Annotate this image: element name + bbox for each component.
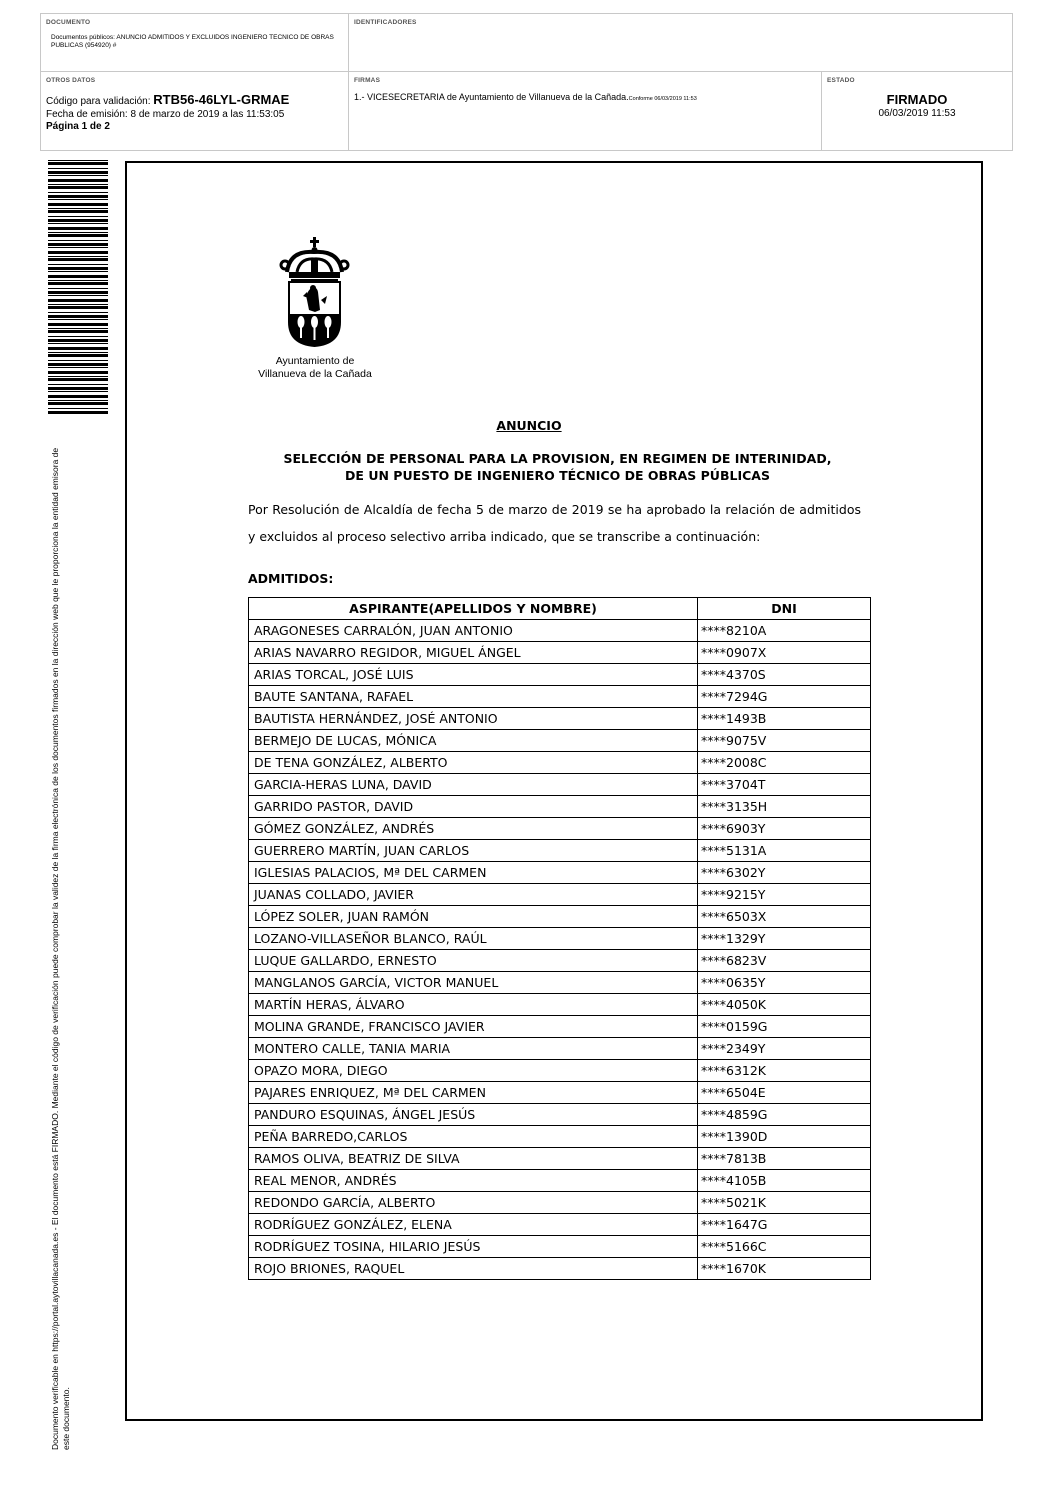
barcode-image (48, 160, 108, 415)
candidate-name: BAUTISTA HERNÁNDEZ, JOSÉ ANTONIO (249, 708, 698, 730)
table-row (249, 1082, 871, 1104)
validation-code-line (46, 94, 289, 109)
candidate-dni: ****8210A (698, 620, 871, 642)
barcode-bar (48, 264, 108, 265)
barcode-bar (48, 291, 108, 294)
candidate-name: RAMOS OLIVA, BEATRIZ DE SILVA (249, 1148, 698, 1170)
candidate-name: GARRIDO PASTOR, DAVID (249, 796, 698, 818)
candidate-name: GUERRERO MARTÍN, JUAN CARLOS (249, 840, 698, 862)
barcode-bar (48, 280, 108, 281)
candidate-dni: ****9215Y (698, 884, 871, 906)
candidate-name: MARTÍN HERAS, ÁLVARO (249, 994, 698, 1016)
column-header-aspirante: ASPIRANTE(APELLIDOS Y NOMBRE) (249, 598, 698, 620)
barcode-bar (48, 411, 108, 414)
candidate-dni: ****0907X (698, 642, 871, 664)
barcode-bar (48, 210, 108, 213)
table-row (249, 1214, 871, 1236)
candidate-dni: ****5021K (698, 1192, 871, 1214)
table-row (249, 686, 871, 708)
admitidos-heading: ADMITIDOS: (248, 571, 334, 586)
candidate-name: MONTERO CALLE, TANIA MARIA (249, 1038, 698, 1060)
candidate-dni: ****7294G (698, 686, 871, 708)
barcode-bar (48, 219, 108, 222)
barcode-bar (48, 186, 108, 189)
otros-datos-label: OTROS DATOS (46, 77, 96, 84)
candidate-name: PEÑA BARREDO,CARLOS (249, 1126, 698, 1148)
candidate-dni: ****6903Y (698, 818, 871, 840)
issue-date: Fecha de emisión: 8 de marzo de 2019 a las 11:53:05 (46, 108, 285, 120)
firmas-cell (349, 72, 822, 150)
table-row (249, 928, 871, 950)
candidate-name: ROJO BRIONES, RAQUEL (249, 1258, 698, 1280)
identificadores-cell (349, 14, 1012, 72)
page-count: Página 1 de 2 (46, 121, 110, 132)
barcode-bar (48, 304, 108, 305)
barcode-bar (48, 343, 108, 344)
barcode-bar (48, 391, 108, 392)
barcode-bar (48, 288, 108, 289)
announcement-title: ANUNCIO (496, 418, 562, 433)
candidate-dni: ****6312K (698, 1060, 871, 1082)
candidate-dni: ****6504E (698, 1082, 871, 1104)
candidate-name: IGLESIAS PALACIOS, Mª DEL CARMEN (249, 862, 698, 884)
barcode-bar (48, 395, 108, 398)
barcode-bar (48, 175, 108, 176)
candidate-dni: ****6302Y (698, 862, 871, 884)
table-row (249, 752, 871, 774)
barcode-bar (48, 315, 108, 318)
candidate-name: LÓPEZ SOLER, JUAN RAMÓN (249, 906, 698, 928)
table-row (249, 796, 871, 818)
table-row (249, 818, 871, 840)
candidate-name: ARIAS NAVARRO REGIDOR, MIGUEL ÁNGEL (249, 642, 698, 664)
candidate-name: DE TENA GONZÁLEZ, ALBERTO (249, 752, 698, 774)
barcode-bar (48, 160, 108, 161)
documento-label: DOCUMENTO (46, 19, 91, 26)
barcode-bar (48, 408, 108, 409)
candidate-name: ARAGONESES CARRALÓN, JUAN ANTONIO (249, 620, 698, 642)
barcode-bar (48, 195, 108, 198)
candidate-name: MANGLANOS GARCÍA, VICTOR MANUEL (249, 972, 698, 994)
table-row (249, 862, 871, 884)
barcode-bar (48, 330, 108, 333)
resolution-paragraph: Por Resolución de Alcaldía de fecha 5 de marzo de 2019 se ha aprobado la relación de admitidos y excluidos al proceso selectivo arriba indicado, que se transcribe a continuación: (248, 502, 861, 544)
status-date: 06/03/2019 11:53 (878, 108, 956, 119)
barcode-bar (48, 352, 108, 353)
document-metadata-header (40, 13, 1013, 151)
otros-datos-cell (41, 72, 349, 150)
table-row (249, 840, 871, 862)
barcode-bar (48, 203, 108, 206)
barcode-bar (48, 184, 108, 185)
announcement-subtitle (0, 450, 1058, 484)
barcode-bar (48, 339, 108, 342)
validation-code: RTB56-46LYL-GRMAE (153, 92, 290, 107)
candidate-name: RODRÍGUEZ TOSINA, HILARIO JESÚS (249, 1236, 698, 1258)
table-row (249, 1016, 871, 1038)
logo-line-2: Villanueva de la Cañada (258, 368, 372, 380)
candidate-dni: ****2349Y (698, 1038, 871, 1060)
subtitle-line-1: SELECCIÓN DE PERSONAL PARA LA PROVISION, EN REGIMEN DE INTERINIDAD, (283, 451, 832, 466)
table-row (249, 1060, 871, 1082)
barcode-bar (48, 208, 108, 209)
candidate-name: MOLINA GRANDE, FRANCISCO JAVIER (249, 1016, 698, 1038)
barcode-bar (48, 328, 108, 329)
candidate-dni: ****4105B (698, 1170, 871, 1192)
signature-line (354, 92, 697, 102)
barcode-bar (48, 240, 108, 241)
barcode-bar (48, 282, 108, 285)
table-row (249, 950, 871, 972)
table-row (249, 972, 871, 994)
identificadores-label: IDENTIFICADORES (354, 19, 417, 26)
candidate-name: PAJARES ENRIQUEZ, Mª DEL CARMEN (249, 1082, 698, 1104)
candidate-name: REDONDO GARCÍA, ALBERTO (249, 1192, 698, 1214)
candidate-dni: ****6823V (698, 950, 871, 972)
barcode-bar (48, 360, 108, 361)
barcode-bar (48, 251, 108, 254)
barcode-bar (48, 354, 108, 357)
candidate-name: REAL MENOR, ANDRÉS (249, 1170, 698, 1192)
candidate-dni: ****2008C (698, 752, 871, 774)
barcode-bar (48, 199, 108, 200)
candidate-name: GARCIA-HERAS LUNA, DAVID (249, 774, 698, 796)
barcode-bar (48, 371, 108, 374)
barcode-bar (48, 243, 108, 246)
candidate-dni: ****7813B (698, 1148, 871, 1170)
candidate-name: GÓMEZ GONZÁLEZ, ANDRÉS (249, 818, 698, 840)
candidate-dni: ****1493B (698, 708, 871, 730)
documento-description: Documentos públicos: ANUNCIO ADMITIDOS Y EXCLUIDOS INGENIERO TECNICO DE OBRAS PUBLICAS (954920) # (51, 34, 334, 49)
barcode-bar (48, 179, 108, 182)
candidate-dni: ****4050K (698, 994, 871, 1016)
table-row (249, 774, 871, 796)
candidate-name: PANDURO ESQUINAS, ÁNGEL JESÚS (249, 1104, 698, 1126)
candidate-dni: ****4859G (698, 1104, 871, 1126)
admitted-candidates-table (248, 597, 871, 1280)
barcode-bar (48, 256, 108, 257)
status-badge: FIRMADO (886, 92, 948, 107)
barcode-bar (48, 232, 108, 233)
barcode-bar (48, 312, 108, 313)
candidate-name: LOZANO-VILLASEÑOR BLANCO, RAÚL (249, 928, 698, 950)
candidate-dni: ****3135H (698, 796, 871, 818)
table-row (249, 1258, 871, 1280)
logo-caption (245, 355, 385, 381)
barcode-bar (48, 247, 108, 248)
estado-label: ESTADO (827, 77, 855, 84)
estado-cell (822, 72, 1012, 150)
barcode-bar (48, 387, 108, 390)
table-row (249, 906, 871, 928)
candidate-name: LUQUE GALLARDO, ERNESTO (249, 950, 698, 972)
barcode-bar (48, 378, 108, 381)
barcode-bar (48, 168, 108, 169)
table-row (249, 1104, 871, 1126)
barcode-bar (48, 363, 108, 366)
table-row (249, 1170, 871, 1192)
table-row (249, 708, 871, 730)
barcode-bar (48, 234, 108, 237)
candidate-dni: ****9075V (698, 730, 871, 752)
candidate-name: BERMEJO DE LUCAS, MÓNICA (249, 730, 698, 752)
barcode-bar (48, 336, 108, 337)
barcode-bar (48, 171, 108, 174)
barcode-bar (48, 384, 108, 385)
logo-line-1: Ayuntamiento de (275, 355, 355, 367)
barcode-bar (48, 323, 108, 326)
table-row (249, 1236, 871, 1258)
barcode-bar (48, 306, 108, 309)
barcode-bar (48, 267, 108, 270)
signer: 1.- VICESECRETARIA de Ayuntamiento de Villanueva de la Cañada. (354, 92, 629, 102)
candidate-dni: ****1329Y (698, 928, 871, 950)
table-row (249, 1148, 871, 1170)
table-row (249, 620, 871, 642)
table-row (249, 994, 871, 1016)
candidate-dni: ****1390D (698, 1126, 871, 1148)
table-row (249, 642, 871, 664)
barcode-bar (48, 295, 108, 296)
candidate-name: JUANAS COLLADO, JAVIER (249, 884, 698, 906)
candidate-dni: ****0635Y (698, 972, 871, 994)
barcode-bar (48, 223, 108, 224)
validation-code-prefix: Código para validación: (46, 96, 154, 107)
candidate-dni: ****1670K (698, 1258, 871, 1280)
barcode-bar (48, 275, 108, 278)
column-header-dni: DNI (698, 598, 871, 620)
candidate-name: RODRÍGUEZ GONZÁLEZ, ELENA (249, 1214, 698, 1236)
barcode-bar (48, 402, 108, 405)
documento-cell (41, 14, 349, 72)
barcode-bar (48, 258, 108, 261)
candidate-name: OPAZO MORA, DIEGO (249, 1060, 698, 1082)
barcode-bar (48, 162, 108, 165)
candidate-name: BAUTE SANTANA, RAFAEL (249, 686, 698, 708)
candidate-name: ARIAS TORCAL, JOSÉ LUIS (249, 664, 698, 686)
table-row (249, 730, 871, 752)
barcode-bar (48, 347, 108, 350)
barcode-bar (48, 227, 108, 230)
candidate-dni: ****6503X (698, 906, 871, 928)
signature-timestamp: Conforme 06/03/2019 11:53 (628, 96, 697, 102)
candidate-dni: ****0159G (698, 1016, 871, 1038)
table-row (249, 1038, 871, 1060)
table-row (249, 664, 871, 686)
table-row (249, 1126, 871, 1148)
candidate-dni: ****1647G (698, 1214, 871, 1236)
barcode-bar (48, 271, 108, 272)
barcode-bar (48, 216, 108, 217)
candidate-dni: ****3704T (698, 774, 871, 796)
firmas-label: FIRMAS (354, 77, 381, 84)
table-header-row (249, 598, 871, 620)
barcode-bar (48, 299, 108, 302)
candidate-dni: ****5131A (698, 840, 871, 862)
barcode-bar (48, 400, 108, 401)
barcode-bar (48, 319, 108, 320)
barcode-bar (48, 192, 108, 193)
table-row (249, 1192, 871, 1214)
candidate-dni: ****5166C (698, 1236, 871, 1258)
candidate-dni: ****4370S (698, 664, 871, 686)
barcode-bar (48, 376, 108, 377)
table-row (249, 884, 871, 906)
verification-side-text: Documento verificable en https://portal.aytovillacanada.es - El documento está FIRMADO. Mediante el código de verificación puede comprobar la validez de la firma electrónica de los documentos firmados en la dirección web que le proporciona la entidad emisora de este documento. (50, 447, 71, 1450)
barcode-bar (48, 367, 108, 368)
subtitle-line-2: DE UN PUESTO DE INGENIERO TÉCNICO DE OBRAS PÚBLICAS (345, 468, 770, 483)
